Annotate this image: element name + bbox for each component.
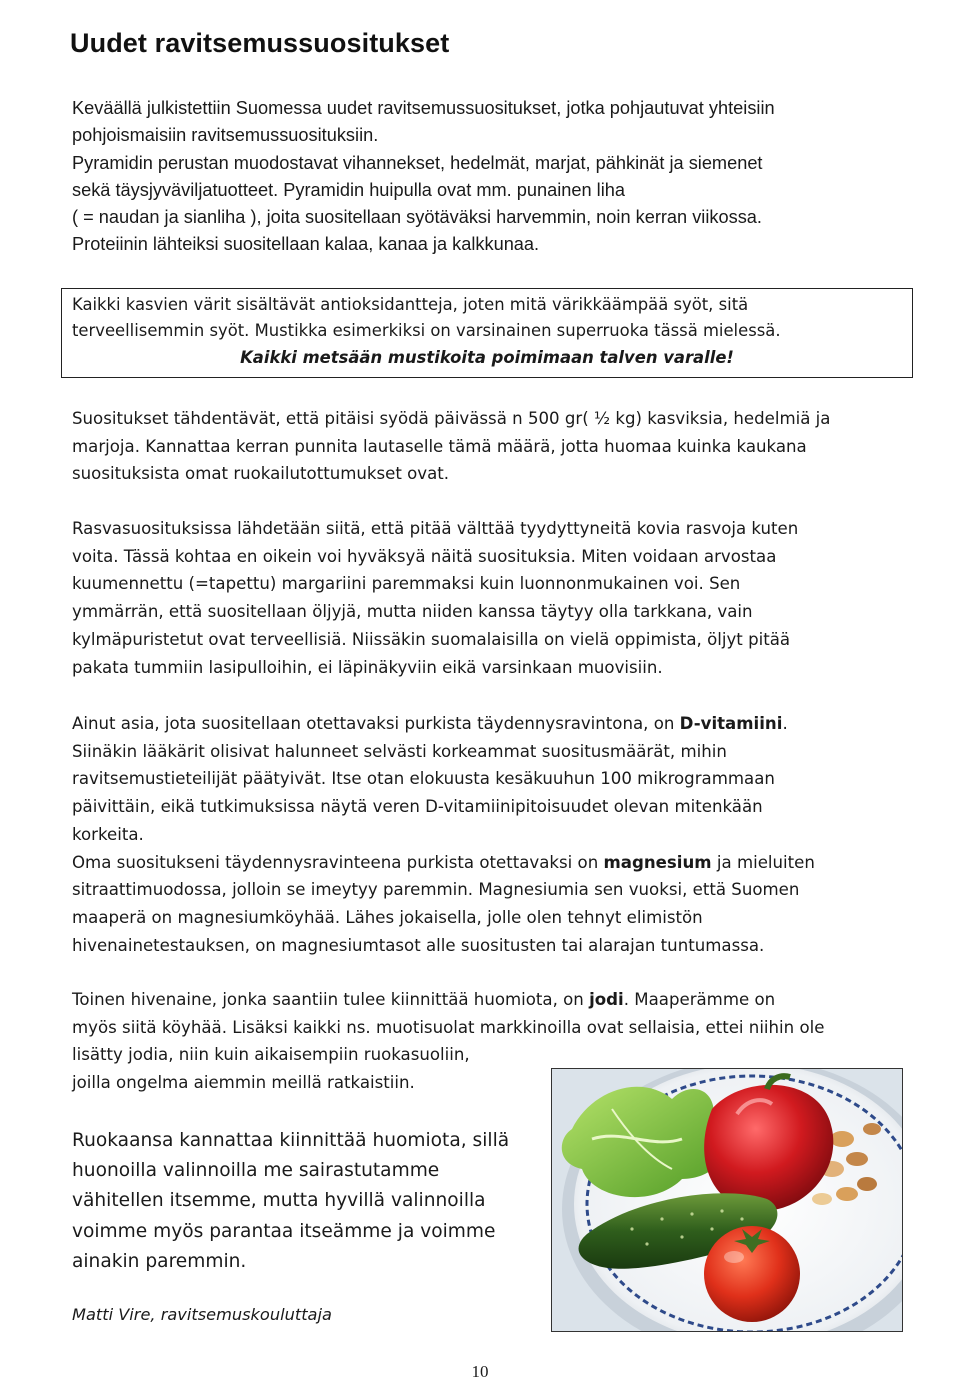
text-line [72,986,824,1014]
fat-paragraph [72,515,798,681]
text-line: Ruokaansa kannattaa kiinnittää huomiota, sillä [72,1130,510,1151]
vegetable-plate-illustration [552,1069,902,1331]
text-line: terveellisemmin syöt. Mustikka esimerkiksi on varsinainen superruoka tässä mielessä. [72,321,781,341]
text-line: vähitellen itsemme, mutta hyvillä valinnoilla [72,1190,486,1212]
text-fragment: Toinen hivenaine, jonka saantiin tulee kiinnittää huomiota, on [72,990,590,1009]
text-line: hivenainetestauksen, on magnesiumtasot alle suositusten tai alarajan tuntumassa. [72,935,765,955]
text-line: Proteiinin lähteiksi suositellaan kalaa, kanaa ja kalkkunaa. [72,234,540,255]
text-line: myös siitä köyhää. Lisäksi kaikki ns. muotisuolat markkinoilla ovat sellaisia, ettei niihin ole [72,1017,825,1037]
author-signature: Matti Vire, ravitsemuskouluttaja [72,1305,332,1324]
text-line: voimme myös parantaa itseämme ja voimme [72,1220,496,1242]
highlight-box [61,288,913,378]
bold-term: D-vitamiini [679,714,783,733]
closing-paragraph [72,1126,509,1277]
text-line: maaperä on magnesiumköyhää. Lähes jokaisella, jolle olen tehnyt elimistön [72,907,703,927]
highlight-text [72,292,902,371]
text-line: suosituksista omat ruokailutottumukset ovat. [72,464,450,484]
text-line: Pyramidin perustan muodostavat vihannekset, hedelmät, marjat, pähkinät ja siemenet [72,152,763,173]
text-line: lisätty jodia, niin kuin aikaisempiin ruokasuoliin, [72,1045,470,1065]
text-line: kylmäpuristetut ovat terveellisiä. Niissäkin suomalaisilla on vielä oppimista, öljyt pitää [72,629,791,649]
text-line [72,849,815,877]
text-fragment: Oma suositukseni täydennysravinteena purkista otettavaksi on [72,852,604,872]
text-line: Rasvasuosituksissa lähdetään siitä, että pitää välttää tyydyttyneitä kovia rasvoja kuten [72,519,799,538]
text-line: sitraattimuodossa, jolloin se imeytyy paremmin. Magnesiumia sen vuoksi, että Suomen [72,880,800,900]
text-line: ymmärrän, että suositellaan öljyjä, mutta niiden kanssa täytyy olla tarkkana, vain [72,602,753,622]
text-line: Kaikki kasvien värit sisältävät antioksidantteja, joten mitä värikkäämpää syöt, sitä [72,295,749,314]
text-line: huonoilla valinnoilla me sairastutamme [72,1160,440,1182]
text-line: marjoja. Kannattaa kerran punnita lautaselle tämä määrä, jotta huomaa kuinka kaukana [72,436,807,456]
vegetable-plate-photo [551,1068,903,1332]
text-fragment: Ainut asia, jota suositellaan otettavaksi purkista täydennysravintona, on [72,714,680,733]
text-line: Keväällä julkistettiin Suomessa uudet ravitsemussuositukset, jotka pohjautuvat yhteisiin [72,98,775,118]
text-line: päivittäin, eikä tutkimuksissa näytä veren D-vitamiinipitoisuudet olevan mitenkään [72,797,763,817]
text-line: Siinäkin lääkärit olisivat halunneet selvästi korkeammat suositusmäärät, mihin [72,741,727,761]
text-line: ainakin paremmin. [72,1250,247,1272]
emphasis-line: Kaikki metsään mustikoita poimimaan talven varalle! [240,347,734,367]
bold-term: magnesium [603,852,712,872]
text-line [72,710,815,738]
text-line: joilla ongelma aiemmin meillä ratkaistiin. [72,1073,415,1093]
text-line: pakata tummiin lasipulloihin, ei läpinäkyviin eikä varsinkaan muovisiin. [72,657,663,677]
text-line: pohjoismaisiin ravitsemussuosituksiin. [72,125,379,146]
tomato [704,1226,800,1322]
text-line: ravitsemustieteilijät päätyivät. Itse otan elokuusta kesäkuuhun 100 mikrogrammaan [72,769,775,789]
text-fragment: . [782,714,788,733]
intro-paragraph [72,95,775,259]
text-line: korkeita. [72,824,144,844]
vitamin-paragraph [72,710,815,959]
text-line: ( = naudan ja sianliha ), joita suositellaan syötäväksi harvemmin, noin kerran viikossa. [72,207,762,228]
page-number: 10 [471,1362,489,1381]
text-fragment: . Maaperämme on [623,990,776,1009]
text-fragment: ja mieluiten [711,852,815,872]
recommendations-paragraph [72,405,830,488]
page-title: Uudet ravitsemussuositukset [70,28,450,58]
text-line: voita. Tässä kohtaa en oikein voi hyväksyä näitä suosituksia. Miten voidaan arvostaa [72,546,777,566]
bold-term: jodi [589,990,624,1009]
text-line: Suositukset tähdentävät, että pitäisi syödä päivässä n 500 gr( ½ kg) kasviksia, hedelmiä ja [72,409,831,428]
text-line: sekä täysjyväviljatuotteet. Pyramidin huipulla ovat mm. punainen liha [72,179,625,200]
text-line: kuumennettu (=tapettu) margariini paremmaksi kuin luonnonmukainen voi. Sen [72,574,741,594]
